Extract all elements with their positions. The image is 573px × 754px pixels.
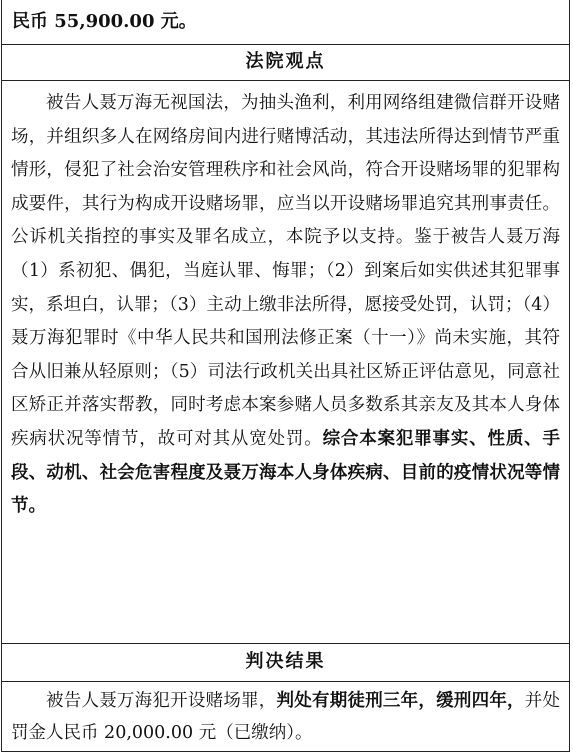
- judgment-result-body: [2, 682, 569, 752]
- court-opinion-body: [2, 81, 569, 644]
- judgment-text-a: 被告人聂万海犯开设赌场罪，: [46, 691, 277, 711]
- court-opinion-text: 被告人聂万海无视国法，为抽头渔利，利用网络组建微信群开设赌场，并组织多人在网络房间内进行赌博活动，其违法所得达到情节严重情形，侵犯了社会治安管理秩序和社会风尚，符合开设赌场罪的犯罪构成要件，其行为构成开设赌场罪，应当以开设赌场罪追究其刑事责任。公诉机关指控的事实及罪名成立，本院予以支持。鉴于被告人聂万海（1）系初犯、偶犯，当庭认罪、悔罪；（2）到案后如实供述其犯罪事实，系坦白，认罪；（3）主动上缴非法所得，愿接受处罚，认罚；（4）聂万海犯罪时《中华人民共和国刑法修正案（十一）》尚未实施，其符合从旧兼从轻原则；（5）司法行政机关出具社区矫正评估意见，同意社区矫正并落实帮教，同时考虑本案参赌人员多数系其亲友及其本人身体疾病状况等情节，故可对其从宽处罚。: [11, 93, 560, 449]
- judgment-sentence-bold: 判处有期徒刑三年，缓刑四年，: [276, 691, 525, 711]
- fragment-text: 民币 55,900.00 元。: [12, 11, 197, 32]
- court-opinion-bold-text: 综合本案犯罪事实、性质、手段、动机、社会危害程度及聂万海本人身体疾病、目前的疫情状况等情节。: [11, 428, 561, 517]
- judgment-text-b: 并处罚金人民币 20,000.00 元（已缴纳）。: [11, 691, 561, 743]
- court-opinion-heading: 法院观点: [2, 45, 569, 81]
- previous-section-fragment: [2, 0, 569, 45]
- judgment-document: [1, 0, 570, 752]
- judgment-result-heading: 判决结果: [2, 644, 569, 682]
